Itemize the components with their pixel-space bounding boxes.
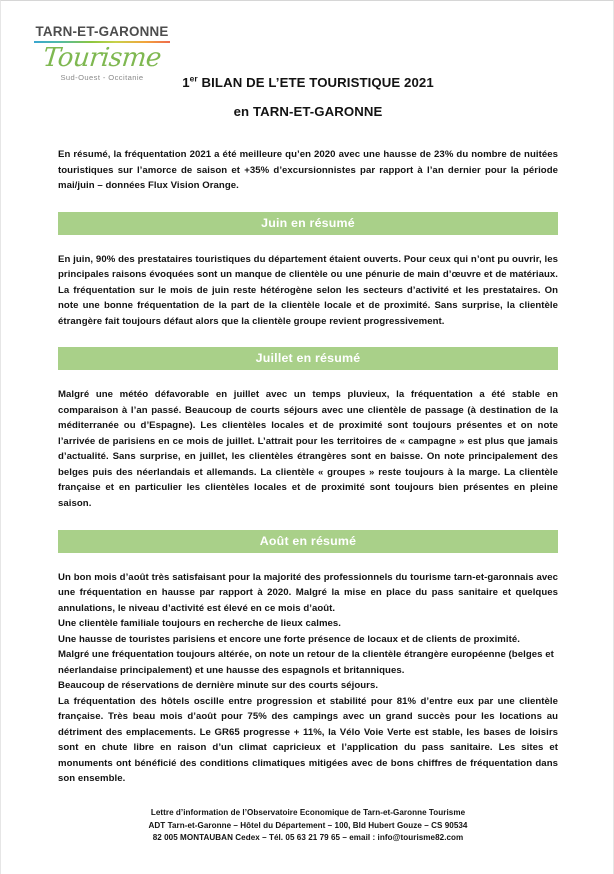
section-band-juin: Juin en résumé bbox=[58, 212, 558, 235]
footer-line-2: ADT Tarn-et-Garonne – Hôtel du Département – 100, Bld Hubert Gouze – CS 90534 bbox=[148, 820, 468, 830]
spacer bbox=[58, 235, 558, 252]
section-paragraph-aout-4: Malgré une fréquentation toujours altérée, on note un retour de la clientèle étrangère européenne (belges et néerlandaise principalement) et une hausse des espagnols et britanniques. bbox=[58, 649, 554, 676]
section-band-juillet: Juillet en résumé bbox=[58, 347, 558, 370]
spacer bbox=[58, 329, 558, 347]
section-paragraph-juillet-1: Malgré une météo défavorable en juillet avec un temps pluvieux, la fréquentation a été stable en comparaison à l’an passé. Beaucoup de courts séjours avec une clientèle de passage (à destination de la méditerranée ou d’Espagne). Les clientèles locales et de proximité sont toujours présentes et on note l’arrivée de parisiens en ce mois de juillet. L’attrait pour les territoires de « campagne » est plus que jamais d’actualité. Sans surprise, en juillet, les clientèles étrangères sont en baisse. On note principalement des belges puis des néerlandais et allemands. La clientèle « groupes » reste toujours à la marge. La clientèle française et en particulier les clientèles locales et de proximité sont toujours bien présentes en pleine saison. bbox=[58, 389, 558, 509]
spacer bbox=[58, 553, 558, 570]
page-title-line-1 bbox=[58, 75, 558, 90]
section-paragraph-aout-3: Une hausse de touristes parisiens et encore une forte présence de locaux et de clients de proximité. bbox=[58, 633, 520, 645]
page-title-line-2: en TARN-ET-GARONNE bbox=[233, 104, 383, 119]
page-title-main-text: BILAN DE L’ETE TOURISTIQUE 2021 bbox=[197, 75, 434, 90]
section-paragraph-aout-6: La fréquentation des hôtels oscille entre progression et stabilité pour 81% d’entre eux par une clientèle française. Très beau mois d’août pour 75% des campings avec un grand succès pour les locations au détriment des emplacements. Le GR65 progresse + 11%, la Vélo Voie Verte est stable, les bases de loisirs sont en chute libre en raison d’un climat capricieux et l’application du pass sanitaire. Les sites et monuments ont bénéficié des conditions climatiques mitigées avec de bons chiffres de fréquentation dans son ensemble. bbox=[58, 695, 558, 785]
section-paragraph-aout-5: Beaucoup de réservations de dernière minute sur des courts séjours. bbox=[58, 680, 379, 692]
page-title-ordinal-number: 1 bbox=[182, 75, 190, 90]
section-paragraph-aout-1: Un bon mois d’août très satisfaisant pour la majorité des professionnels du tourisme tarn-et-garonnais avec une fréquentation en hausse par rapport à 2020. Malgré la mise en place du pass sanitaire et quelques annulations, le niveau d’activité est élevé en ce mois d’août. bbox=[58, 571, 558, 614]
document-footer bbox=[58, 807, 558, 845]
logo-tagline-text: Sud-Ouest - Occitanie bbox=[60, 73, 144, 83]
page-title bbox=[58, 75, 558, 119]
logo-title-text: TARN-ET-GARONNE bbox=[35, 24, 169, 39]
section-paragraph-aout-2: Une clientèle familiale toujours en recherche de lieux calmes. bbox=[58, 618, 342, 630]
page-title-ordinal-suffix: er bbox=[189, 73, 198, 84]
spacer bbox=[58, 370, 558, 387]
spacer bbox=[58, 194, 558, 212]
section-band-aout: Août en résumé bbox=[58, 530, 558, 553]
section-paragraph-juin-1: En juin, 90% des prestataires touristiques du département étaient ouverts. Pour ceux qui n’ont pu ouvrir, les principales raisons évoquées sont un manque de clientèle ou une pénurie de main d’œuvre et de matériaux. La fréquentation sur le mois de juin reste hétérogène selon les secteurs d’activité et les prestataires. On note une bonne fréquentation de la part de la clientèle locale et de proximité. Sans surprise, la clientèle étrangère fait toujours défaut alors que la clientèle groupe revient progressivement. bbox=[58, 253, 558, 327]
footer-line-1: Lettre d’information de l’Observatoire Economique de Tarn-et-Garonne Tourisme bbox=[150, 808, 466, 817]
brand-logo bbox=[27, 25, 177, 82]
intro-paragraph: En résumé, la fréquentation 2021 a été meilleure qu’en 2020 avec une hausse de 23% du nombre de nuitées touristiques sur l’amorce de saison et +35% d’excursionnistes par rapport à l’an dernier pour la période mai/juin – données Flux Vision Orange. bbox=[58, 149, 558, 192]
document-body bbox=[58, 147, 558, 787]
logo-script-text: Tourisme bbox=[41, 43, 163, 74]
footer-line-3: 82 005 MONTAUBAN Cedex – Tél. 05 63 21 79 65 – email : info@tourisme82.com bbox=[152, 833, 464, 843]
spacer bbox=[58, 512, 558, 530]
